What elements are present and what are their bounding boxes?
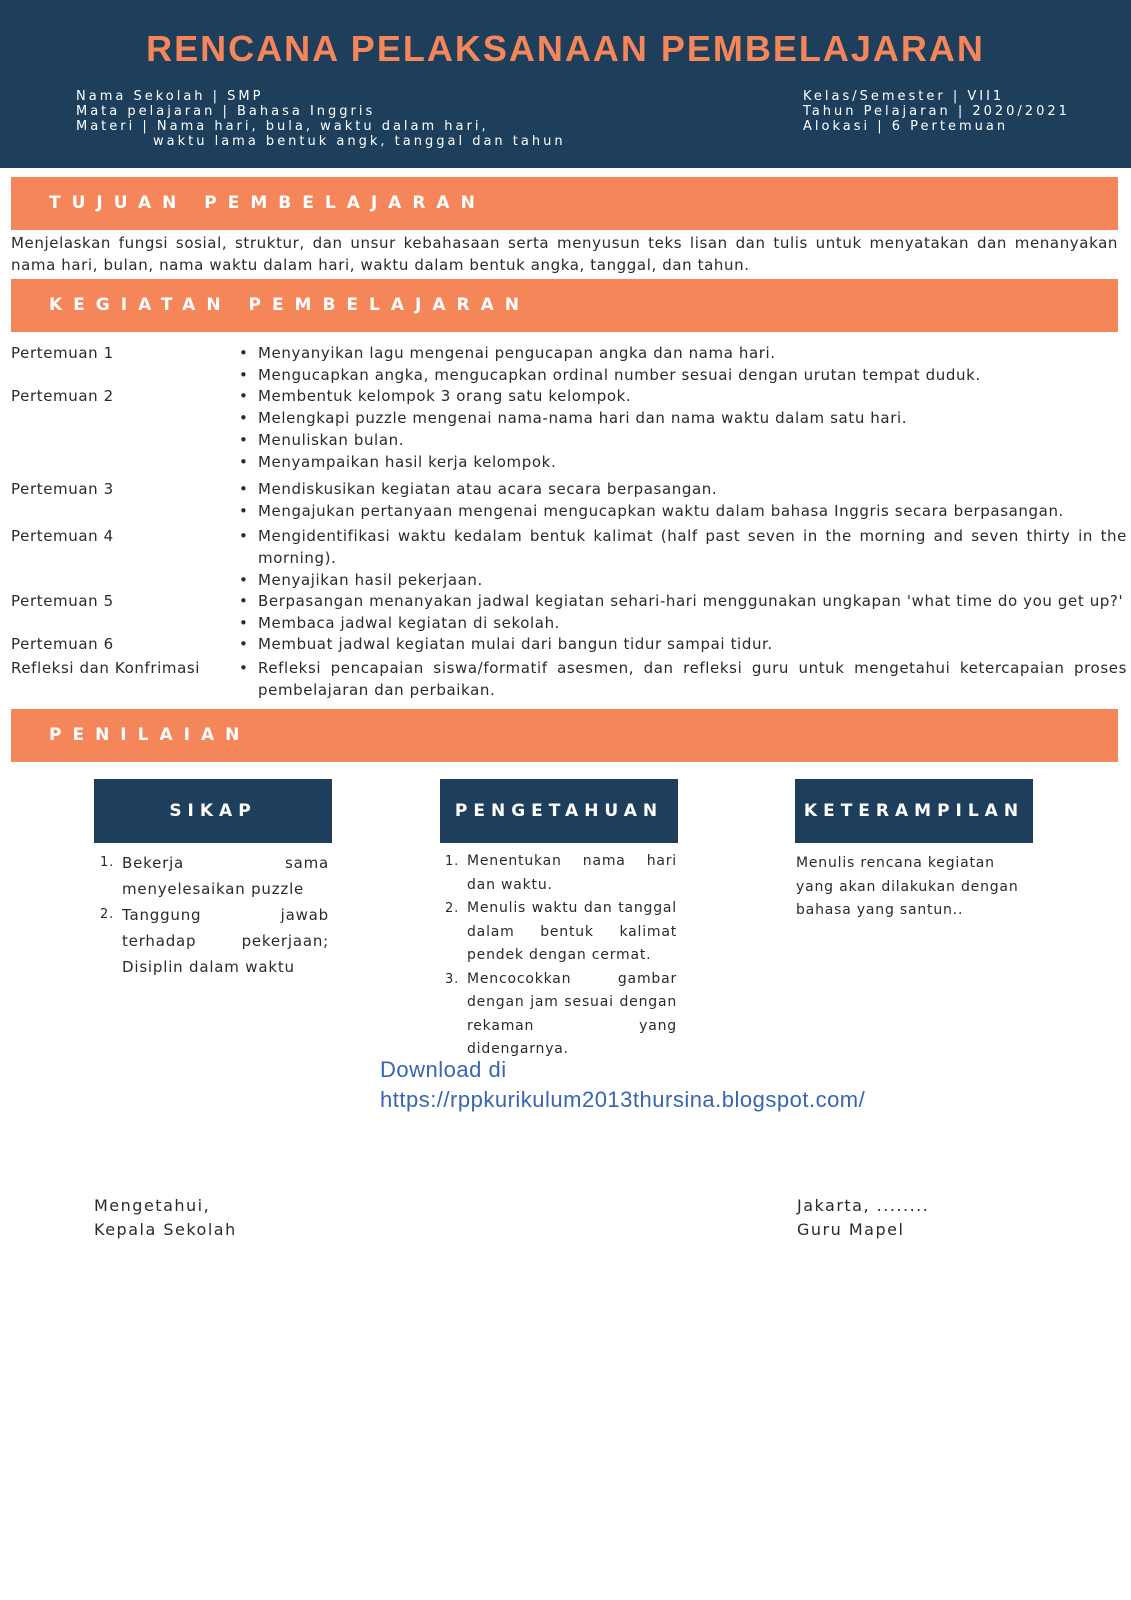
download-note (380, 1055, 865, 1115)
list-item: 1. Menentukan nama hari dan waktu. (445, 853, 677, 893)
activity-list (237, 525, 1127, 591)
tujuan-text: Menjelaskan fungsi sosial, struktur, dan unsur kebahasaan serta menyusun teks lisan dan tulis untuk menyatakan dan menanyakan nama hari, bulan, nama waktu dalam hari, waktu dalam bentuk angka, tanggal, dan tahun. (11, 234, 1118, 274)
activity-label: Pertemuan 5 (11, 592, 114, 610)
section-kegiatan-heading: KEGIATAN PEMBELAJARAN (11, 279, 1118, 332)
list-item: 3. Mencocokkan gambar dengan jam sesuai dengan rekaman yang didengarnya. (445, 970, 677, 1057)
keterampilan-heading: KETERAMPILAN (795, 779, 1033, 843)
list-item: • Menyampaikan hasil kerja kelompok. (239, 453, 557, 471)
section-tujuan-heading: TUJUAN PEMBELAJARAN (11, 177, 1118, 230)
list-item: • Mendiskusikan kegiatan atau acara secara berpasangan. (239, 480, 718, 498)
activity-label: Pertemuan 6 (11, 635, 114, 653)
school-name: Nama Sekolah | SMP (76, 89, 264, 104)
school-info (76, 89, 566, 149)
sikap-body (100, 850, 329, 980)
keterampilan-text: Menulis rencana kegiatan yang akan dilakukan dengan bahasa yang santun.. (796, 855, 1019, 918)
list-item: 1. Bekerja sama menyelesaikan puzzle (100, 854, 329, 898)
material-continued: waktu lama bentuk angk, tanggal dan tahun (153, 134, 566, 149)
list-item: 2. Menulis waktu dan tanggal dalam bentuk kalimat pendek dengan cermat. (445, 900, 677, 963)
download-label: Download di (380, 1057, 507, 1082)
acknowledged-label: Mengetahui, (94, 1196, 211, 1215)
activity-label: Pertemuan 4 (11, 527, 114, 545)
list-item: • Menyanyikan lagu mengenai pengucapan angka dan nama hari. (239, 344, 776, 362)
activity-label: Pertemuan 2 (11, 387, 114, 405)
activity-list (237, 342, 1127, 386)
list-item: • Membuat jadwal kegiatan mulai dari bangun tidur sampai tidur. (239, 635, 773, 653)
sikap-list (100, 850, 329, 980)
academic-year: Tahun Pelajaran | 2020/2021 (803, 104, 1070, 119)
list-item: • Membentuk kelompok 3 orang satu kelompok. (239, 387, 632, 405)
pengetahuan-body (445, 850, 677, 1062)
list-item: • Mengajukan pertanyaan mengenai mengucapkan waktu dalam bahasa Inggris secara berpasangan. (239, 502, 1064, 520)
activity-label: Refleksi dan Konfrimasi (11, 659, 201, 677)
activity-list (237, 590, 1127, 634)
class-semester: Kelas/Semester | VII1 (803, 89, 1005, 104)
pengetahuan-list (445, 850, 677, 1062)
list-item: • Mengidentifikasi waktu kedalam bentuk kalimat (half past seven in the morning and seven thirty in the morning). (239, 527, 1127, 567)
list-item: • Membaca jadwal kegiatan di sekolah. (239, 614, 561, 632)
list-item: • Menuliskan bulan. (239, 431, 405, 449)
download-link[interactable]: https://rppkurikulum2013thursina.blogspot.com/ (380, 1087, 866, 1112)
document-title: RENCANA PELAKSANAAN PEMBELAJARAN (146, 28, 985, 69)
activity-list (237, 385, 1127, 473)
header-banner (0, 0, 1131, 168)
teacher-label: Guru Mapel (797, 1220, 905, 1239)
sikap-heading: SIKAP (94, 779, 332, 843)
allocation: Alokasi | 6 Pertemuan (803, 119, 1009, 134)
list-item: 2. Tanggung jawab terhadap pekerjaan; Disiplin dalam waktu (100, 906, 329, 976)
list-item: • Berpasangan menanyakan jadwal kegiatan sehari-hari menggunakan ungkapan 'what time do you get up?' (239, 592, 1124, 610)
activity-label: Pertemuan 1 (11, 344, 114, 362)
list-item: • Melengkapi puzzle mengenai nama-nama hari dan nama waktu dalam satu hari. (239, 409, 908, 427)
material: Materi | Nama hari, bula, waktu dalam hari, (76, 119, 489, 134)
signature-left (94, 1194, 237, 1242)
class-info (803, 89, 1070, 134)
list-item: • Refleksi pencapaian siswa/formatif asesmen, dan refleksi guru untuk mengetahui ketercapaian proses pembelajaran dan perbaikan. (239, 659, 1127, 699)
subject: Mata pelajaran | Bahasa Inggris (76, 104, 376, 119)
signature-right (797, 1194, 929, 1242)
activity-list (237, 657, 1127, 701)
principal-label: Kepala Sekolah (94, 1220, 237, 1239)
activity-list (237, 633, 1127, 655)
section-penilaian-heading: PENILAIAN (11, 709, 1118, 762)
pengetahuan-heading: PENGETAHUAN (440, 779, 678, 843)
activity-label: Pertemuan 3 (11, 480, 114, 498)
place-date: Jakarta, ........ (797, 1196, 930, 1215)
list-item: • Menyajikan hasil pekerjaan. (239, 571, 483, 589)
activity-list (237, 478, 1127, 522)
list-item: • Mengucapkan angka, mengucapkan ordinal number sesuai dengan urutan tempat duduk. (239, 366, 981, 384)
